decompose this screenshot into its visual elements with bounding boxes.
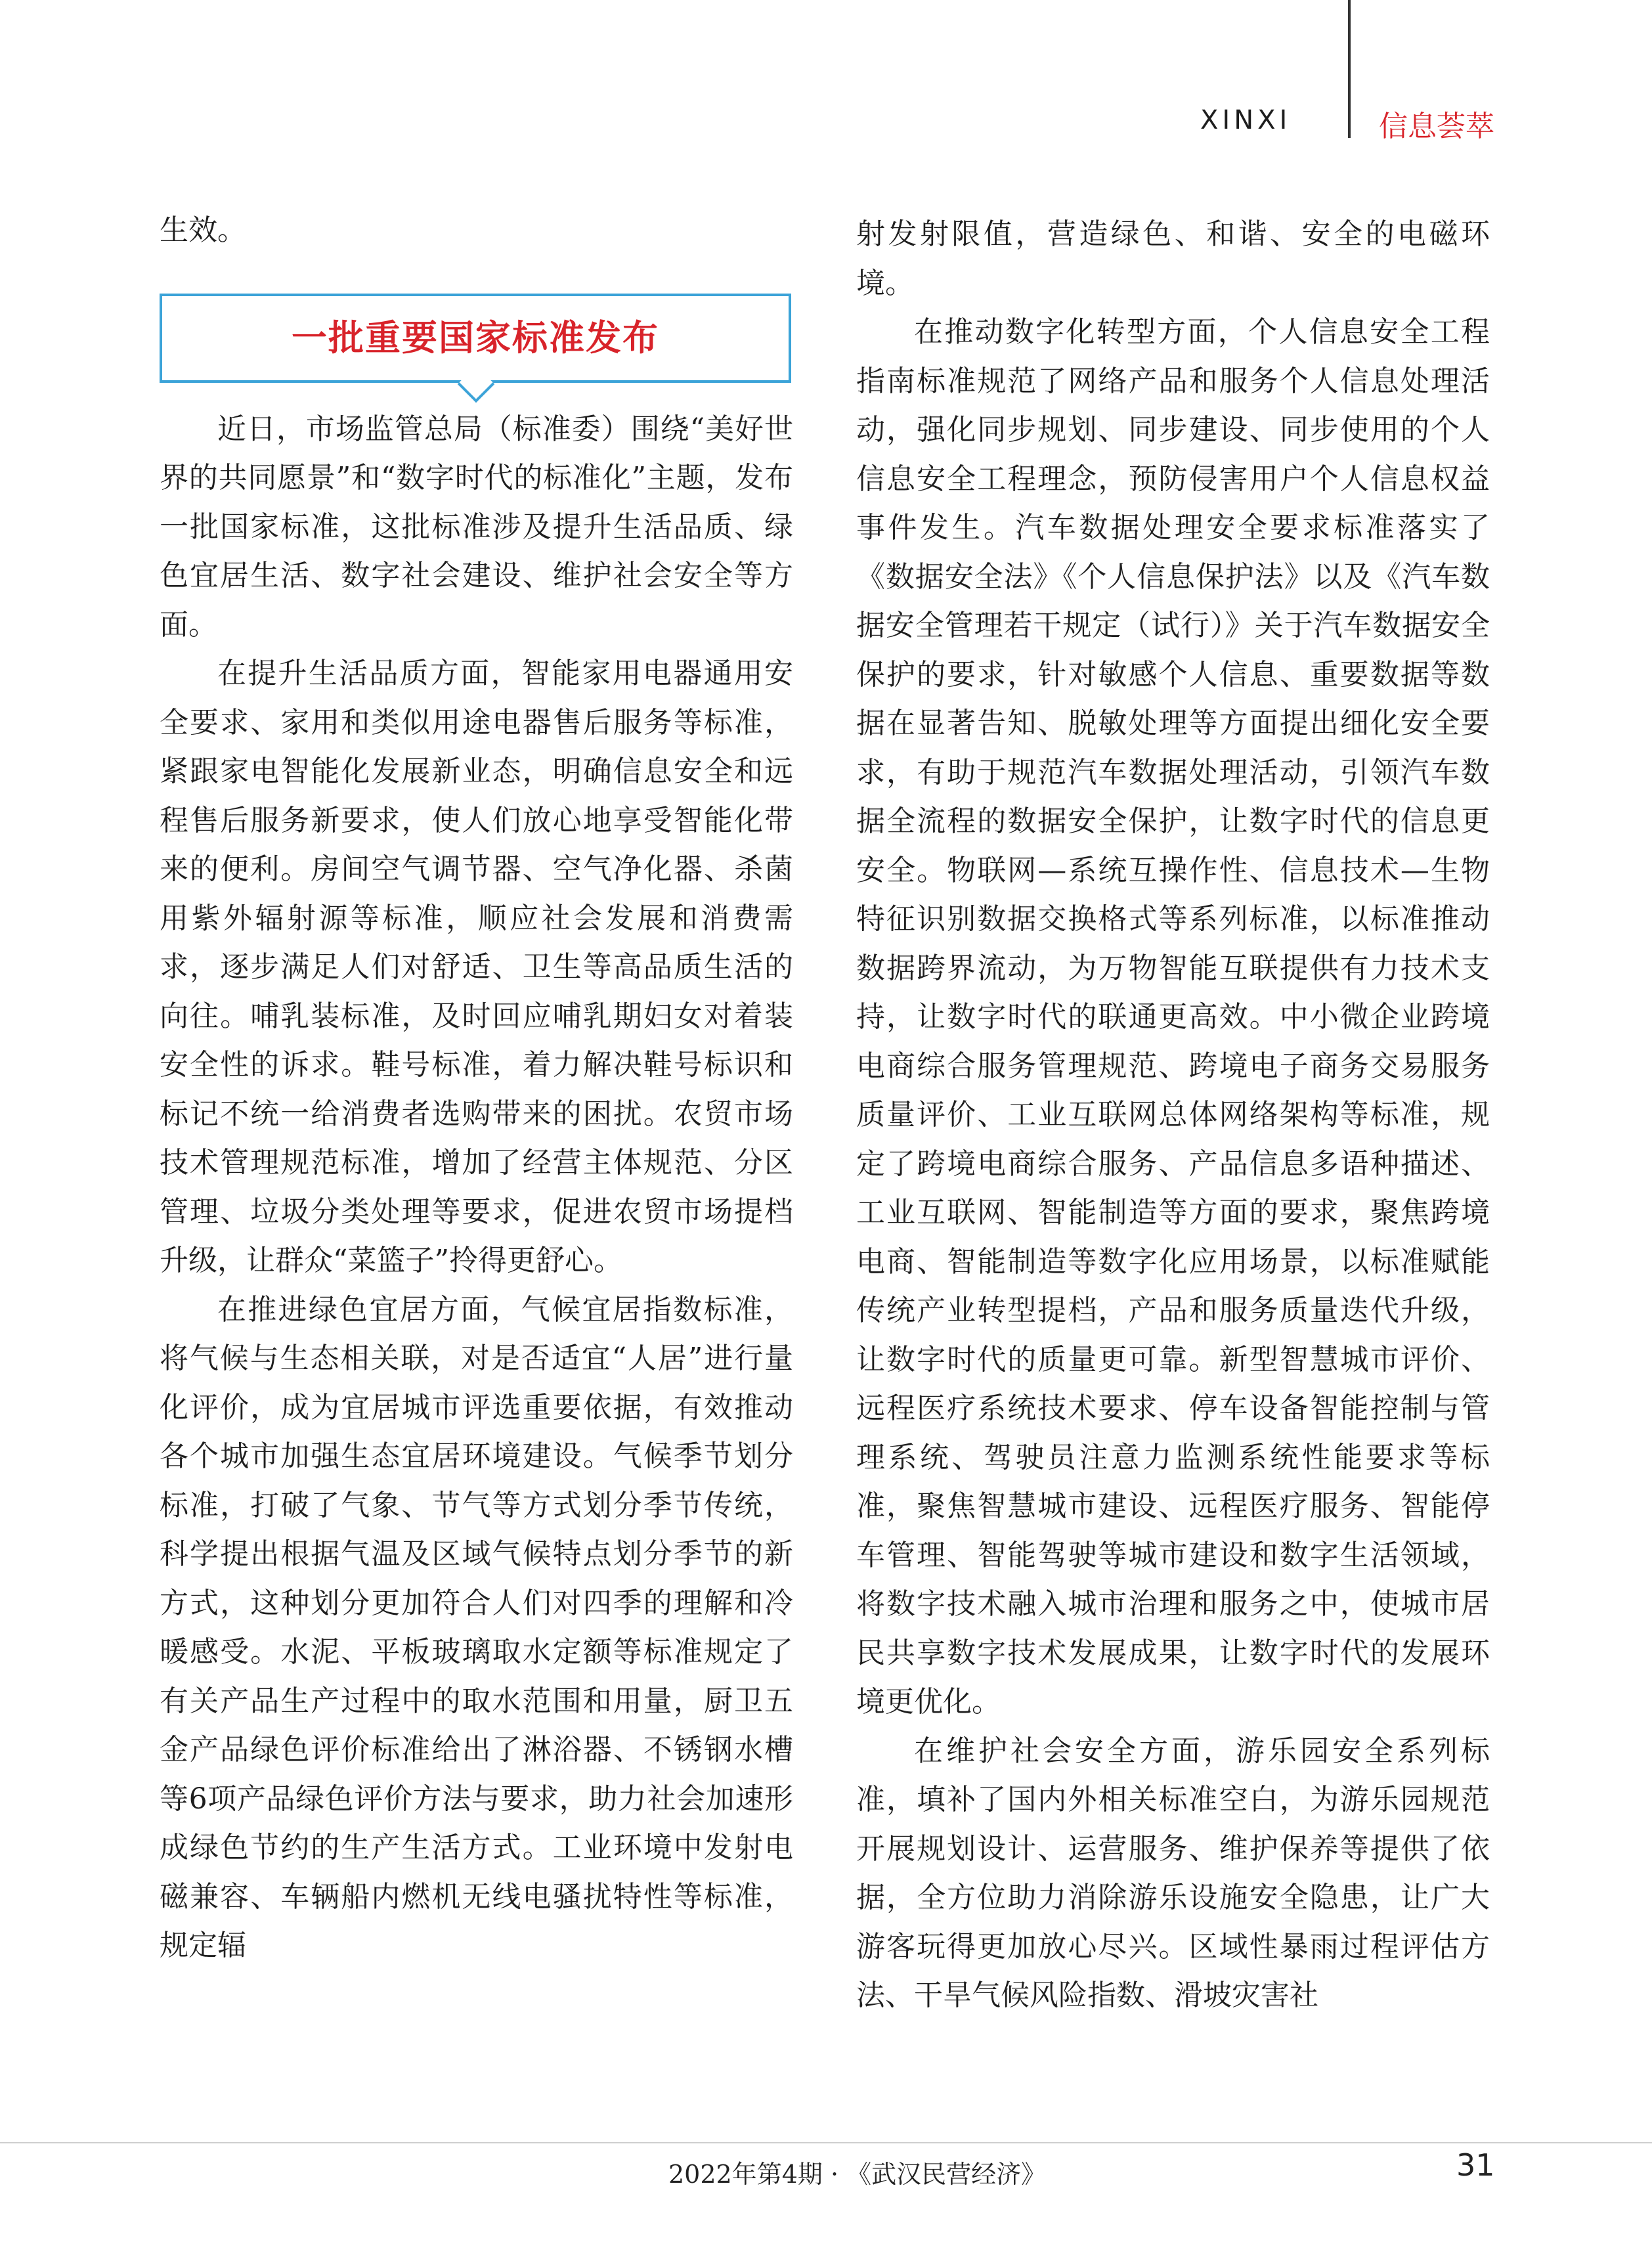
section-label-en: XINXI [1200, 105, 1292, 135]
right-column [856, 210, 1490, 2021]
left-column [160, 206, 793, 1971]
article-heading: 一批重要国家标准发布 [292, 317, 659, 359]
paragraph-social-security: 在维护社会安全方面，游乐园安全系列标准，填补了国内外相关标准空白，为游乐园规范开展规划设计、运营服务、维护保养等提供了依据，全方位助力消除游乐设施安全隐患，让广大游客玩得更加放心尽兴。区域性暴雨过程评估方法、干旱气候风险指数、滑坡灾害社 [856, 1734, 1490, 2012]
paragraph-digital-transformation: 在推动数字化转型方面，个人信息安全工程指南标准规范了网络产品和服务个人信息处理活动，强化同步规划、同步建设、同步使用的个人信息安全工程理念，预防侵害用户个人信息权益事件发生。汽车数据处理安全要求标准落实了《数据安全法》《个人信息保护法》以及《汽车数据安全管理若干规定（试行）》关于汽车数据安全保护的要求，针对敏感个人信息、重要数据等数据在显著告知、脱敏处理等方面提出细化安全要求，有助于规范汽车数据处理活动，引领汽车数据全流程的数据安全保护，让数字时代的信息更安全。物联网—系统互操作性、信息技术—生物特征识别数据交换格式等系列标准，以标准推动数据跨界流动，为万物智能互联提供有力技术支持，让数字时代的联通更高效。中小微企业跨境电商综合服务管理规范、跨境电子商务交易服务质量评价、工业互联网总体网络架构等标准，规定了跨境电商综合服务、产品信息多语种描述、工业互联网、智能制造等方面的要求，聚焦跨境电商、智能制造等数字化应用场景，以标准赋能传统产业转型提档，产品和服务质量迭代升级，让数字时代的质量更可靠。新型智慧城市评价、远程医疗系统技术要求、停车设备智能控制与管理系统、驾驶员注意力监测系统性能要求等标准，聚焦智慧城市建设、远程医疗服务、智能停车管理、智能驾驶等城市建设和数字生活领域，将数字技术融入城市治理和服务之中，使城市居民共享数字技术发展成果，让数字时代的发展环境更优化。 [856, 315, 1490, 1719]
header-divider-line [1348, 0, 1351, 138]
left-lead-text: 生效。 [160, 213, 246, 247]
section-label-cn: 信息荟萃 [1379, 110, 1494, 143]
footer-divider [0, 2142, 1652, 2143]
heading-box-notch [458, 365, 495, 403]
paragraph-intro: 近日，市场监管总局（标准委）围绕“美好世界的共同愿景”和“数字时代的标准化”主题，发布一批国家标准，这批标准涉及提升生活品质、绿色宜居生活、数字社会建设、维护社会安全等方面。 [160, 412, 793, 642]
right-lead-text: 射发射限值，营造绿色、和谐、安全的电磁环境。 [856, 217, 1490, 300]
article-heading-box [160, 294, 791, 383]
paragraph-life-quality: 在提升生活品质方面，智能家用电器通用安全要求、家用和类似用途电器售后服务等标准，紧跟家电智能化发展新业态，明确信息安全和远程售后服务新要求，使人们放心地享受智能化带来的便利。房间空气调节器、空气净化器、杀菌用紫外辐射源等标准，顺应社会发展和消费需求，逐步满足人们对舒适、卫生等高品质生活的向往。哺乳装标准，及时回应哺乳期妇女对着装安全性的诉求。鞋号标准，着力解决鞋号标识和标记不统一给消费者选购带来的困扰。农贸市场技术管理规范标准，增加了经营主体规范、分区管理、垃圾分类处理等要求，促进农贸市场提档升级，让群众“菜篮子”拎得更舒心。 [160, 657, 793, 1277]
page-number: 31 [1456, 2147, 1495, 2183]
paragraph-green-living: 在推进绿色宜居方面，气候宜居指数标准，将气候与生态相关联，对是否适宜“人居”进行量化评价，成为宜居城市评选重要依据，有效推动各个城市加强生态宜居环境建设。气候季节划分标准，打破了气象、节气等方式划分季节传统，科学提出根据气温及区域气候特点划分季节的新方式，这种划分更加符合人们对四季的理解和冷暖感受。水泥、平板玻璃取水定额等标准规定了有关产品生产过程中的取水范围和用量，厨卫五金产品绿色评价标准给出了淋浴器、不锈钢水槽等6项产品绿色评价方法与要求，助力社会加速形成绿色节约的生产生活方式。工业环境中发射电磁兼容、车辆船内燃机无线电骚扰特性等标准，规定辐 [160, 1292, 793, 1962]
footer-issue: 2022年第4期 · 《武汉民营经济》 [668, 2160, 1047, 2189]
